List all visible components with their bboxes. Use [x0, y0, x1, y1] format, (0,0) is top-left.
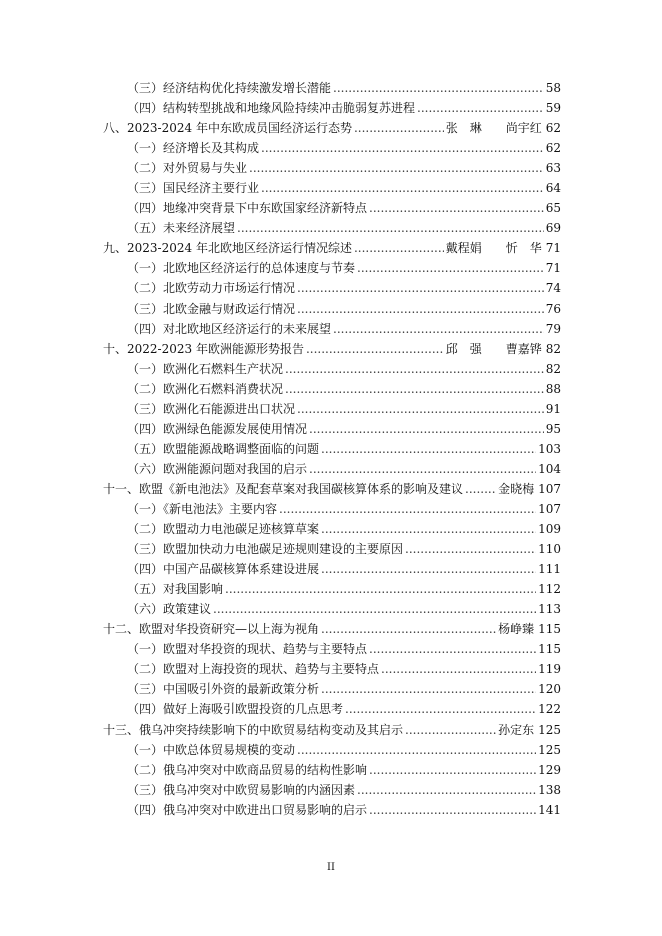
toc-subsection-entry[interactable] — [103, 218, 561, 238]
toc-leader-dots — [225, 579, 536, 599]
toc-subsection-entry[interactable] — [103, 499, 561, 519]
toc-leader-dots — [213, 599, 536, 619]
toc-entry-page-number: 59 — [545, 101, 561, 116]
toc-leader-dots — [297, 299, 544, 319]
toc-leader-dots — [285, 359, 544, 379]
toc-subsection-entry[interactable] — [103, 599, 561, 619]
toc-chapter-entry[interactable] — [103, 238, 561, 258]
toc-leader-dots — [237, 218, 544, 238]
toc-entry-page-number: 110 — [538, 542, 561, 557]
toc-leader-dots — [354, 238, 444, 258]
toc-entry-page-number: 82 — [545, 361, 561, 376]
toc-leader-dots — [405, 539, 536, 559]
toc-leader-dots — [321, 559, 536, 579]
toc-entry-authors: 戴程娟 忻 华 — [445, 241, 542, 256]
toc-leader-dots — [369, 760, 536, 780]
page-number: II — [327, 862, 335, 873]
toc-entry-title: （五）未来经济展望 — [127, 221, 236, 236]
toc-subsection-entry[interactable] — [103, 319, 561, 339]
toc-entry-authors: 邱 强 曹嘉铧 — [445, 341, 542, 356]
toc-entry-page-number: 122 — [538, 702, 561, 717]
toc-leader-dots — [345, 699, 536, 719]
toc-entry-page-number: 107 — [538, 501, 561, 516]
toc-entry-title: （四）俄乌冲突对中欧进出口贸易影响的启示 — [127, 802, 368, 817]
toc-entry-authors: 金晓梅 — [498, 481, 535, 496]
toc-entry-page-number: 74 — [545, 281, 561, 296]
toc-entry-page-number: 62 — [545, 141, 561, 156]
toc-entry-title: 十三、俄乌冲突持续影响下的中欧贸易结构变动及其启示 — [103, 722, 404, 737]
toc-subsection-entry[interactable] — [103, 278, 561, 298]
toc-entry-page-number: 62 — [545, 121, 561, 136]
toc-leader-dots — [357, 780, 536, 800]
toc-leader-dots — [354, 118, 444, 138]
toc-entry-title: （三）国民经济主要行业 — [127, 181, 260, 196]
toc-entry-title: （三）欧洲化石能源进出口状况 — [127, 401, 296, 416]
toc-entry-authors: 张 琳 尚宇红 — [445, 121, 542, 136]
toc-subsection-entry[interactable] — [103, 138, 561, 158]
toc-leader-dots — [333, 319, 544, 339]
toc-entry-title: （四）做好上海吸引欧盟投资的几点思考 — [127, 702, 344, 717]
toc-subsection-entry[interactable] — [103, 439, 561, 459]
toc-leader-dots — [279, 499, 536, 519]
toc-entry-title: （四）对北欧地区经济运行的未来展望 — [127, 321, 332, 336]
toc-entry-page-number: 63 — [545, 161, 561, 176]
toc-entry-title: （四）地缘冲突背景下中东欧国家经济新特点 — [127, 201, 368, 216]
toc-entry-page-number: 79 — [545, 321, 561, 336]
toc-leader-dots — [297, 278, 544, 298]
toc-entry-title: （二）对外贸易与失业 — [127, 161, 248, 176]
toc-subsection-entry[interactable] — [103, 539, 561, 559]
toc-subsection-entry[interactable] — [103, 98, 561, 118]
toc-leader-dots — [297, 740, 536, 760]
toc-entry-title: （四）欧洲绿色能源发展使用情况 — [127, 421, 308, 436]
toc-entry-page-number: 115 — [538, 622, 561, 637]
toc-entry-page-number: 112 — [538, 582, 561, 597]
toc-chapter-entry[interactable] — [103, 619, 561, 639]
toc-entry-page-number: 82 — [545, 341, 561, 356]
toc-chapter-entry[interactable] — [103, 118, 561, 138]
toc-entry-title: （二）北欧劳动力市场运行情况 — [127, 281, 296, 296]
toc-leader-dots — [261, 178, 544, 198]
toc-entry-page-number: 138 — [538, 782, 561, 797]
toc-entry-authors: 杨峥臻 — [498, 622, 535, 637]
toc-entry-page-number: 71 — [545, 261, 561, 276]
toc-chapter-entry[interactable] — [103, 479, 561, 499]
toc-subsection-entry[interactable] — [103, 780, 561, 800]
toc-entry-title: （二）欧盟动力电池碳足迹核算草案 — [127, 522, 320, 537]
toc-entry-page-number: 109 — [538, 522, 561, 537]
toc-leader-dots — [417, 98, 544, 118]
toc-entry-page-number: 111 — [538, 562, 561, 577]
toc-entry-page-number: 119 — [538, 662, 561, 677]
toc-entry-title: 八、2023-2024 年中东欧成员国经济运行态势 — [103, 121, 352, 136]
toc-entry-page-number: 125 — [538, 742, 561, 757]
toc-leader-dots — [309, 419, 544, 439]
toc-entry-title: 十、2022-2023 年欧洲能源形势报告 — [103, 341, 304, 356]
toc-entry-page-number: 88 — [545, 381, 561, 396]
toc-entry-title: （四）中国产品碳核算体系建设进展 — [127, 562, 320, 577]
toc-entry-page-number: 69 — [545, 221, 561, 236]
toc-entry-page-number: 91 — [545, 401, 561, 416]
toc-leader-dots — [321, 519, 536, 539]
toc-leader-dots — [321, 619, 496, 639]
toc-entry-page-number: 71 — [545, 241, 561, 256]
toc-leader-dots — [306, 339, 444, 359]
toc-entry-title: （三）中国吸引外资的最新政策分析 — [127, 682, 320, 697]
toc-entry-title: 十二、欧盟对华投资研究—以上海为视角 — [103, 622, 320, 637]
toc-subsection-entry[interactable] — [103, 178, 561, 198]
toc-subsection-entry[interactable] — [103, 559, 561, 579]
toc-subsection-entry[interactable] — [103, 760, 561, 780]
toc-leader-dots — [297, 399, 544, 419]
toc-leader-dots — [249, 158, 544, 178]
toc-entry-page-number: 113 — [538, 602, 561, 617]
toc-chapter-entry[interactable] — [103, 720, 561, 740]
toc-leader-dots — [369, 639, 536, 659]
toc-leader-dots — [285, 379, 544, 399]
toc-entry-title: （三）北欧金融与财政运行情况 — [127, 301, 296, 316]
toc-entry-title: （六）政策建议 — [127, 602, 212, 617]
table-of-contents — [103, 78, 561, 820]
toc-entry-page-number: 107 — [538, 481, 561, 496]
toc-entry-title: （一）中欧总体贸易规模的变动 — [127, 742, 296, 757]
toc-entry-page-number: 125 — [538, 722, 561, 737]
toc-leader-dots — [405, 720, 496, 740]
toc-entry-page-number: 104 — [538, 461, 561, 476]
toc-entry-page-number: 115 — [538, 642, 561, 657]
toc-entry-page-number: 103 — [538, 441, 561, 456]
toc-entry-title: （一）经济增长及其构成 — [127, 141, 260, 156]
toc-subsection-entry[interactable] — [103, 699, 561, 719]
toc-leader-dots — [465, 479, 496, 499]
toc-leader-dots — [261, 138, 544, 158]
toc-leader-dots — [321, 679, 536, 699]
toc-subsection-entry[interactable] — [103, 579, 561, 599]
toc-entry-title: 九、2023-2024 年北欧地区经济运行情况综述 — [103, 241, 352, 256]
toc-entry-title: （五）对我国影响 — [127, 582, 224, 597]
toc-entry-page-number: 76 — [545, 301, 561, 316]
toc-subsection-entry[interactable] — [103, 639, 561, 659]
toc-entry-title: （六）欧洲能源问题对我国的启示 — [127, 461, 308, 476]
toc-subsection-entry[interactable] — [103, 299, 561, 319]
toc-subsection-entry[interactable] — [103, 419, 561, 439]
toc-subsection-entry[interactable] — [103, 800, 561, 820]
toc-leader-dots — [369, 198, 544, 218]
toc-entry-title: （一）欧盟对华投资的现状、趋势与主要特点 — [127, 642, 368, 657]
toc-subsection-entry[interactable] — [103, 379, 561, 399]
toc-entry-title: （四）结构转型挑战和地缘风险持续冲击脆弱复苏进程 — [127, 101, 416, 116]
toc-chapter-entry[interactable] — [103, 339, 561, 359]
toc-subsection-entry[interactable] — [103, 78, 561, 98]
toc-subsection-entry[interactable] — [103, 359, 561, 379]
toc-leader-dots — [333, 78, 544, 98]
toc-entry-title: （二）俄乌冲突对中欧商品贸易的结构性影响 — [127, 762, 368, 777]
toc-entry-title: （一）《新电池法》主要内容 — [127, 501, 278, 516]
toc-leader-dots — [309, 459, 536, 479]
toc-leader-dots — [369, 800, 536, 820]
toc-entry-authors: 孙定东 — [498, 722, 535, 737]
toc-entry-title: （三）俄乌冲突对中欧贸易影响的内涵因素 — [127, 782, 356, 797]
toc-subsection-entry[interactable] — [103, 158, 561, 178]
toc-entry-title: （二）欧盟对上海投资的现状、趋势与主要特点 — [127, 662, 380, 677]
toc-subsection-entry[interactable] — [103, 519, 561, 539]
toc-entry-page-number: 95 — [545, 421, 561, 436]
toc-entry-page-number: 65 — [545, 201, 561, 216]
toc-subsection-entry[interactable] — [103, 258, 561, 278]
toc-subsection-entry[interactable] — [103, 659, 561, 679]
toc-subsection-entry[interactable] — [103, 198, 561, 218]
toc-leader-dots — [357, 258, 544, 278]
toc-entry-title: （三）欧盟加快动力电池碳足迹规则建设的主要原因 — [127, 542, 404, 557]
toc-entry-title: 十一、欧盟《新电池法》及配套草案对我国碳核算体系的影响及建议 — [103, 481, 464, 496]
toc-subsection-entry[interactable] — [103, 399, 561, 419]
toc-subsection-entry[interactable] — [103, 459, 561, 479]
toc-entry-page-number: 120 — [538, 682, 561, 697]
toc-entry-title: （五）欧盟能源战略调整面临的问题 — [127, 441, 320, 456]
toc-entry-page-number: 64 — [545, 181, 561, 196]
toc-entry-title: （一）北欧地区经济运行的总体速度与节奏 — [127, 261, 356, 276]
toc-leader-dots — [381, 659, 536, 679]
toc-entry-page-number: 141 — [538, 802, 561, 817]
toc-subsection-entry[interactable] — [103, 740, 561, 760]
toc-subsection-entry[interactable] — [103, 679, 561, 699]
toc-entry-page-number: 129 — [538, 762, 561, 777]
toc-entry-title: （二）欧洲化石燃料消费状况 — [127, 381, 284, 396]
toc-entry-page-number: 58 — [545, 81, 561, 95]
toc-entry-title: （三）经济结构优化持续激发增长潜能 — [127, 81, 332, 95]
toc-leader-dots — [321, 439, 536, 459]
toc-entry-title: （一）欧洲化石燃料生产状况 — [127, 361, 284, 376]
